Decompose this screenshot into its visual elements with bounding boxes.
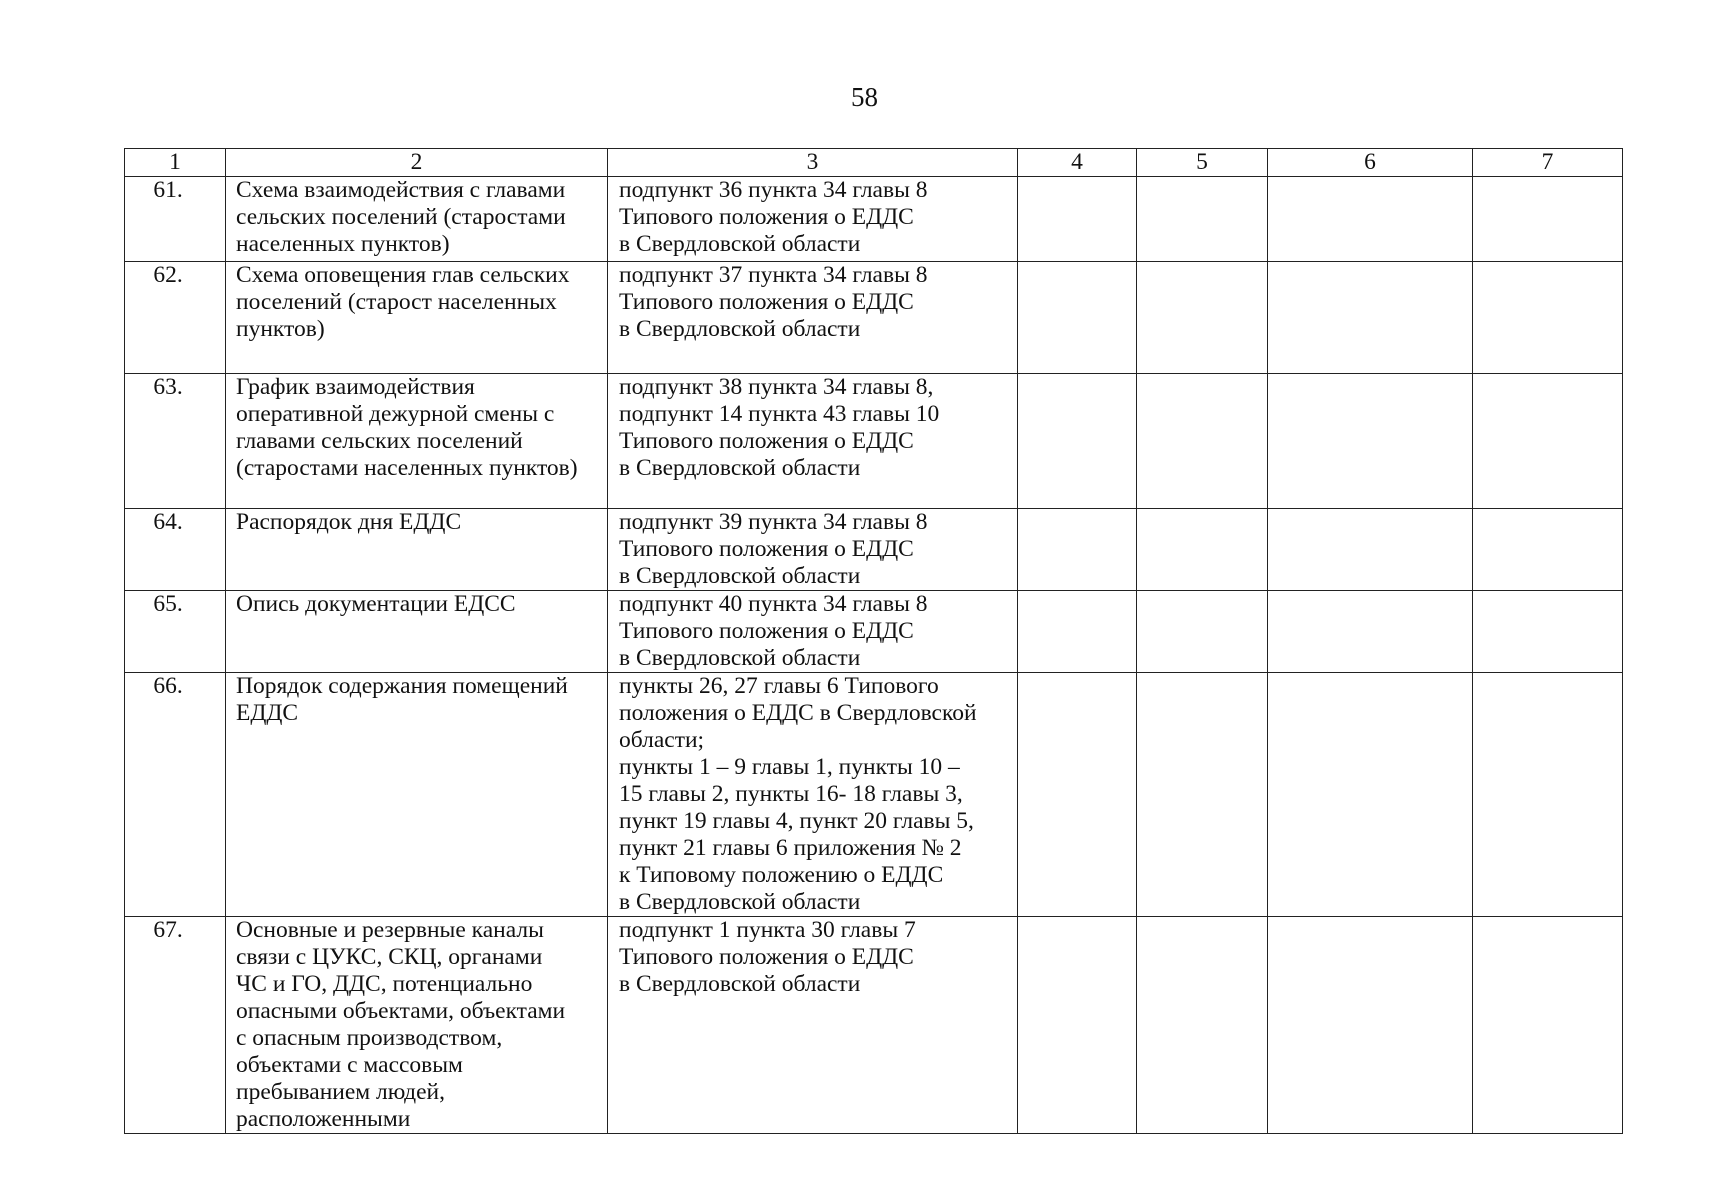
- legal-basis: подпункт 36 пункта 34 главы 8 Типового положения о ЕДДС в Свердловской области: [608, 177, 1018, 262]
- table-row: [125, 177, 1623, 262]
- column-header: 2: [226, 149, 608, 177]
- cell-col6: [1268, 673, 1473, 917]
- column-header: 7: [1473, 149, 1623, 177]
- cell-col7: [1473, 509, 1623, 591]
- row-number: 67.: [125, 917, 226, 1134]
- column-header: 5: [1137, 149, 1268, 177]
- cell-col5: [1137, 509, 1268, 591]
- cell-col5: [1137, 917, 1268, 1134]
- cell-col4: [1018, 591, 1137, 673]
- row-number: 62.: [125, 262, 226, 374]
- cell-col7: [1473, 262, 1623, 374]
- column-header: 3: [608, 149, 1018, 177]
- cell-col6: [1268, 177, 1473, 262]
- document-name: График взаимодействия оперативной дежурной смены с главами сельских поселений (старостами населенных пунктов): [226, 374, 608, 509]
- cell-col7: [1473, 177, 1623, 262]
- document-name: Основные и резервные каналы связи с ЦУКС, СКЦ, органами ЧС и ГО, ДДС, потенциально опасными объектами, объектами с опасным производством, объектами с массовым пребыванием людей, расположенными: [226, 917, 608, 1134]
- cell-col6: [1268, 509, 1473, 591]
- cell-col7: [1473, 917, 1623, 1134]
- cell-col4: [1018, 262, 1137, 374]
- row-number: 66.: [125, 673, 226, 917]
- table-row: [125, 917, 1623, 1134]
- document-name: Опись документации ЕДСС: [226, 591, 608, 673]
- table-row: [125, 374, 1623, 509]
- header-row: [125, 149, 1623, 177]
- table-row: [125, 591, 1623, 673]
- table-row: [125, 262, 1623, 374]
- cell-col5: [1137, 673, 1268, 917]
- table-row: [125, 673, 1623, 917]
- row-number: 61.: [125, 177, 226, 262]
- row-number: 63.: [125, 374, 226, 509]
- cell-col7: [1473, 673, 1623, 917]
- row-number: 65.: [125, 591, 226, 673]
- column-header: 6: [1268, 149, 1473, 177]
- legal-basis: пункты 26, 27 главы 6 Типового положения о ЕДДС в Свердловской области; пункты 1 – 9 главы 1, пункты 10 – 15 главы 2, пункты 16- 18 главы 3, пункт 19 главы 4, пункт 20 главы 5, пункт 21 главы 6 приложения № 2 к Типовому положению о ЕДДС в Свердловской области: [608, 673, 1018, 917]
- legal-basis: подпункт 40 пункта 34 главы 8 Типового положения о ЕДДС в Свердловской области: [608, 591, 1018, 673]
- column-header: 1: [125, 149, 226, 177]
- table-row: [125, 509, 1623, 591]
- row-number: 64.: [125, 509, 226, 591]
- cell-col7: [1473, 591, 1623, 673]
- cell-col5: [1137, 262, 1268, 374]
- legal-basis: подпункт 1 пункта 30 главы 7 Типового положения о ЕДДС в Свердловской области: [608, 917, 1018, 1134]
- legal-basis: подпункт 37 пункта 34 главы 8 Типового положения о ЕДДС в Свердловской области: [608, 262, 1018, 374]
- legal-basis: подпункт 39 пункта 34 главы 8 Типового положения о ЕДДС в Свердловской области: [608, 509, 1018, 591]
- cell-col6: [1268, 374, 1473, 509]
- cell-col4: [1018, 374, 1137, 509]
- document-name: Схема оповещения глав сельских поселений (старост населенных пунктов): [226, 262, 608, 374]
- cell-col4: [1018, 509, 1137, 591]
- document-name: Распорядок дня ЕДДС: [226, 509, 608, 591]
- cell-col6: [1268, 917, 1473, 1134]
- document-name: Схема взаимодействия с главами сельских поселений (старостами населенных пунктов): [226, 177, 608, 262]
- cell-col5: [1137, 177, 1268, 262]
- cell-col4: [1018, 917, 1137, 1134]
- cell-col6: [1268, 591, 1473, 673]
- cell-col5: [1137, 374, 1268, 509]
- cell-col4: [1018, 177, 1137, 262]
- column-header: 4: [1018, 149, 1137, 177]
- cell-col6: [1268, 262, 1473, 374]
- document-table: [124, 148, 1623, 1134]
- document-name: Порядок содержания помещений ЕДДС: [226, 673, 608, 917]
- cell-col7: [1473, 374, 1623, 509]
- cell-col4: [1018, 673, 1137, 917]
- legal-basis: подпункт 38 пункта 34 главы 8, подпункт 14 пункта 43 главы 10 Типового положения о ЕДДС в Свердловской области: [608, 374, 1018, 509]
- page-number: 58: [851, 82, 878, 112]
- cell-col5: [1137, 591, 1268, 673]
